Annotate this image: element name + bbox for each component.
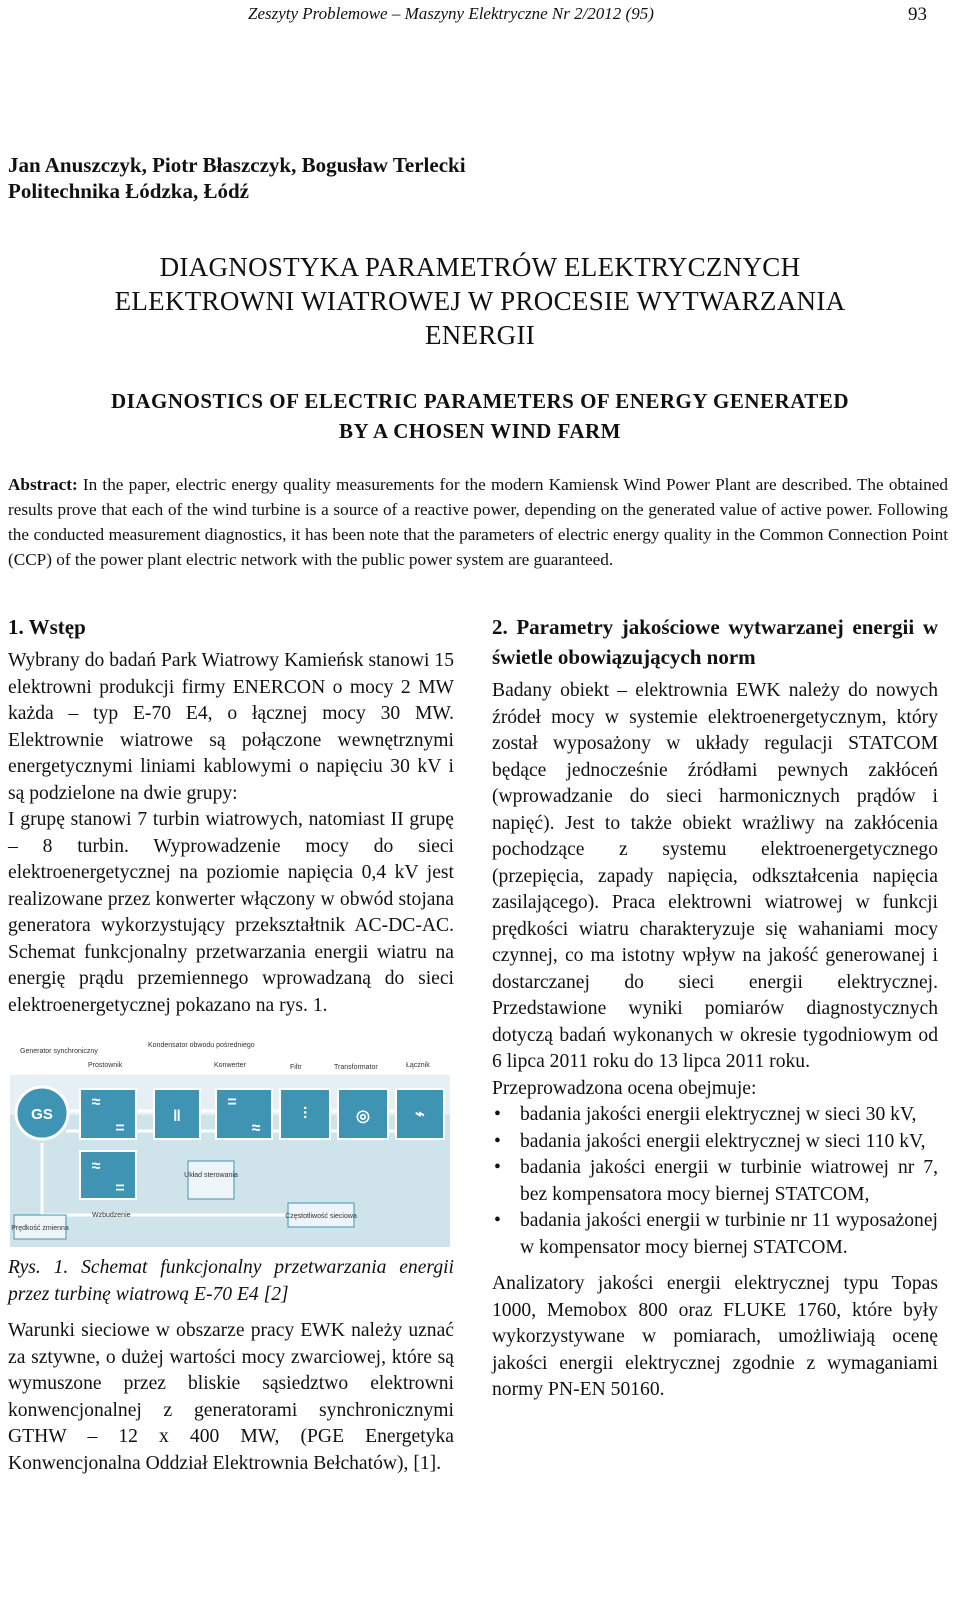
list-item: • badania jakości energii w turbinie wiatrowej nr 7, bez kompensatora mocy biernej STATCOM, xyxy=(520,1155,938,1208)
label-filter: Filtr xyxy=(290,1064,302,1071)
section-heading-intro: 1. Wstęp xyxy=(8,615,86,639)
abstract-label: Abstract: xyxy=(8,475,78,494)
abstract xyxy=(8,472,948,572)
label-speed: Prędkość zmienna xyxy=(11,1225,69,1232)
label-rectifier: Prostownik xyxy=(88,1062,123,1069)
control-unit-box xyxy=(188,1161,234,1199)
intro-paragraph: Warunki sieciowe w obszarze pracy EWK należy uznać za sztywne, o dużej wartości mocy zwarciowej, które są wymuszone przez bliskie sąsiedztwo elektrowni konwencjonalnej z generatorami synchronicznymi GTHW – 12 x 400 MW, (PGE Energetyka Konwencjonalna Oddział Elektrownia Bełchatów), [1]. xyxy=(8,1320,454,1474)
generator-label: GS xyxy=(31,1106,53,1123)
journal-title: Zeszyty Problemowe – Maszyny Elektryczne Nr 2/2012 (95) xyxy=(248,4,654,23)
svg-text:=: = xyxy=(115,1180,125,1197)
list-item: • badania jakości energii w turbinie nr 11 wyposażonej w kompensator mocy biernej STATCOM. xyxy=(520,1208,938,1261)
svg-text:◎: ◎ xyxy=(356,1108,370,1125)
title-english-line: BY A CHOSEN WIND FARM xyxy=(339,419,621,443)
left-column xyxy=(8,612,454,1477)
title-polish xyxy=(0,250,960,352)
label-generator: Generator synchroniczny xyxy=(20,1048,98,1055)
rectifier-box xyxy=(80,1089,136,1139)
figure-wind-turbine-schematic xyxy=(8,1033,452,1249)
title-english xyxy=(0,386,960,446)
svg-text:=: = xyxy=(115,1120,125,1137)
figure-caption: Rys. 1. Schemat funkcjonalny przetwarzania energii przez turbinę wiatrową E-70 E4 [2] xyxy=(8,1257,454,1305)
svg-text:≈: ≈ xyxy=(251,1120,261,1137)
svg-text:≈: ≈ xyxy=(91,1158,101,1175)
label-converter: Konwerter xyxy=(214,1062,246,1069)
schematic-diagram xyxy=(8,1033,452,1249)
label-frequency: Częstotliwość sieciowa xyxy=(285,1213,357,1220)
svg-text:⫶: ⫶ xyxy=(302,1106,308,1123)
abstract-text: In the paper, electric energy quality measurements for the modern Kamiensk Wind Power Plant are described. The obtained results prove that each of the wind turbine is a source of a reactive power, depending on the generated value of active power. Following the conducted measurement diagnostics, it has been note that the parameters of electric energy quality in the Common Connection Point (CCP) of the power plant electric network with the public power system are guaranteed. xyxy=(8,475,948,569)
author-block xyxy=(8,152,466,204)
label-excitation: Wzbudzenie xyxy=(92,1212,131,1219)
evaluation-list xyxy=(492,1102,938,1261)
parameters-paragraph: Analizatory jakości energii elektrycznej typu Topas 1000, Memobox 800 oraz FLUKE 1760, które były wykorzystywane w pomiarach, umożliwiają ocenę jakości energii elektrycznej zgodnie z wymaganiami normy PN-EN 50160. xyxy=(492,1273,938,1400)
intro-paragraph: I grupę stanowi 7 turbin wiatrowych, natomiast II grupę – 8 turbin. Wyprowadzenie mocy do sieci elektroenergetycznej na poziomie napięcia 0,4 kV jest realizowane przez konwerter włączony w obwód stojana generatora wykorzystujący przekształtnik AC-DC-AC. Schemat funkcjonalny przetwarzania energii wiatru na energię prądu przemiennego wprowadzaną do sieci elektroenergetycznej pokazano na rys. 1. xyxy=(8,809,454,1016)
page-number: 93 xyxy=(908,4,927,25)
title-polish-line: ELEKTROWNI WIATROWEJ W PROCESIE WYTWARZANIA xyxy=(114,286,846,316)
list-item: • badania jakości energii elektrycznej w sieci 110 kV, xyxy=(520,1129,938,1156)
parameters-paragraph: Przeprowadzona ocena obejmuje: xyxy=(492,1077,757,1099)
excitation-box xyxy=(80,1151,136,1199)
title-polish-line: DIAGNOSTYKA PARAMETRÓW ELEKTRYCZNYCH xyxy=(159,252,801,282)
title-english-line: DIAGNOSTICS OF ELECTRIC PARAMETERS OF ENERGY GENERATED xyxy=(111,389,849,413)
converter-box xyxy=(216,1089,272,1139)
title-polish-line: ENERGII xyxy=(424,320,536,350)
author-names: Jan Anuszczyk, Piotr Błaszczyk, Bogusław Terlecki xyxy=(8,153,466,177)
label-transformer: Transformator xyxy=(334,1064,378,1071)
label-control-unit: Układ sterowania xyxy=(184,1172,238,1179)
label-switch: Łącznik xyxy=(406,1062,430,1069)
svg-text:=: = xyxy=(227,1094,237,1111)
right-column xyxy=(492,612,938,1404)
svg-text:⌁: ⌁ xyxy=(415,1106,425,1123)
label-capacitor: Kondensator obwodu pośredniego xyxy=(148,1042,255,1049)
list-item: • badania jakości energii elektrycznej w sieci 30 kV, xyxy=(520,1102,938,1129)
svg-text:≈: ≈ xyxy=(91,1094,101,1111)
section-heading-parameters: 2. Parametry jakościowe wytwarzanej energii w świetle obowiązujących norm xyxy=(492,615,938,669)
parameters-paragraph: Badany obiekt – elektrownia EWK należy do nowych źródeł mocy w systemie elektroenergetycznym, który został wyposażony w układy regulacji STATCOM będące jednocześnie źródłami pewnych zakłóceń (wprowadzanie do sieci harmonicznych prądów i napięć). Jest to także obiekt wrażliwy na zakłócenia pochodzące z systemu elektroenergetycznego (przepięcia, zapady napięcia, odkształcenia napięcia zasilającego). Praca elektrowni wiatrowej w funkcji prędkości wiatru charakteryzuje się wahaniami mocy czynnej, co ma istotny wpływ na jakość generowanej i dostarczanej do sieci energii elektrycznej. Przedstawione wyniki pomiarów diagnostycznych dotyczą badań wykonanych w okresie tygodniowym od 6 lipca 2011 roku do 13 lipca 2011 roku. xyxy=(492,680,938,1072)
svg-text:‖: ‖ xyxy=(173,1108,181,1125)
intro-paragraph: Wybrany do badań Park Wiatrowy Kamieńsk stanowi 15 elektrowni produkcji firmy ENERCON o mocy 2 MW każda – typ E-70 E4, o łącznej mocy 30 MW. Elektrownie wiatrowe są połączone wewnętrznymi energetycznymi liniami kablowymi o napięciu 30 kV i są podzielone na dwie grupy: xyxy=(8,650,454,804)
affiliation: Politechnika Łódzka, Łódź xyxy=(8,179,249,203)
